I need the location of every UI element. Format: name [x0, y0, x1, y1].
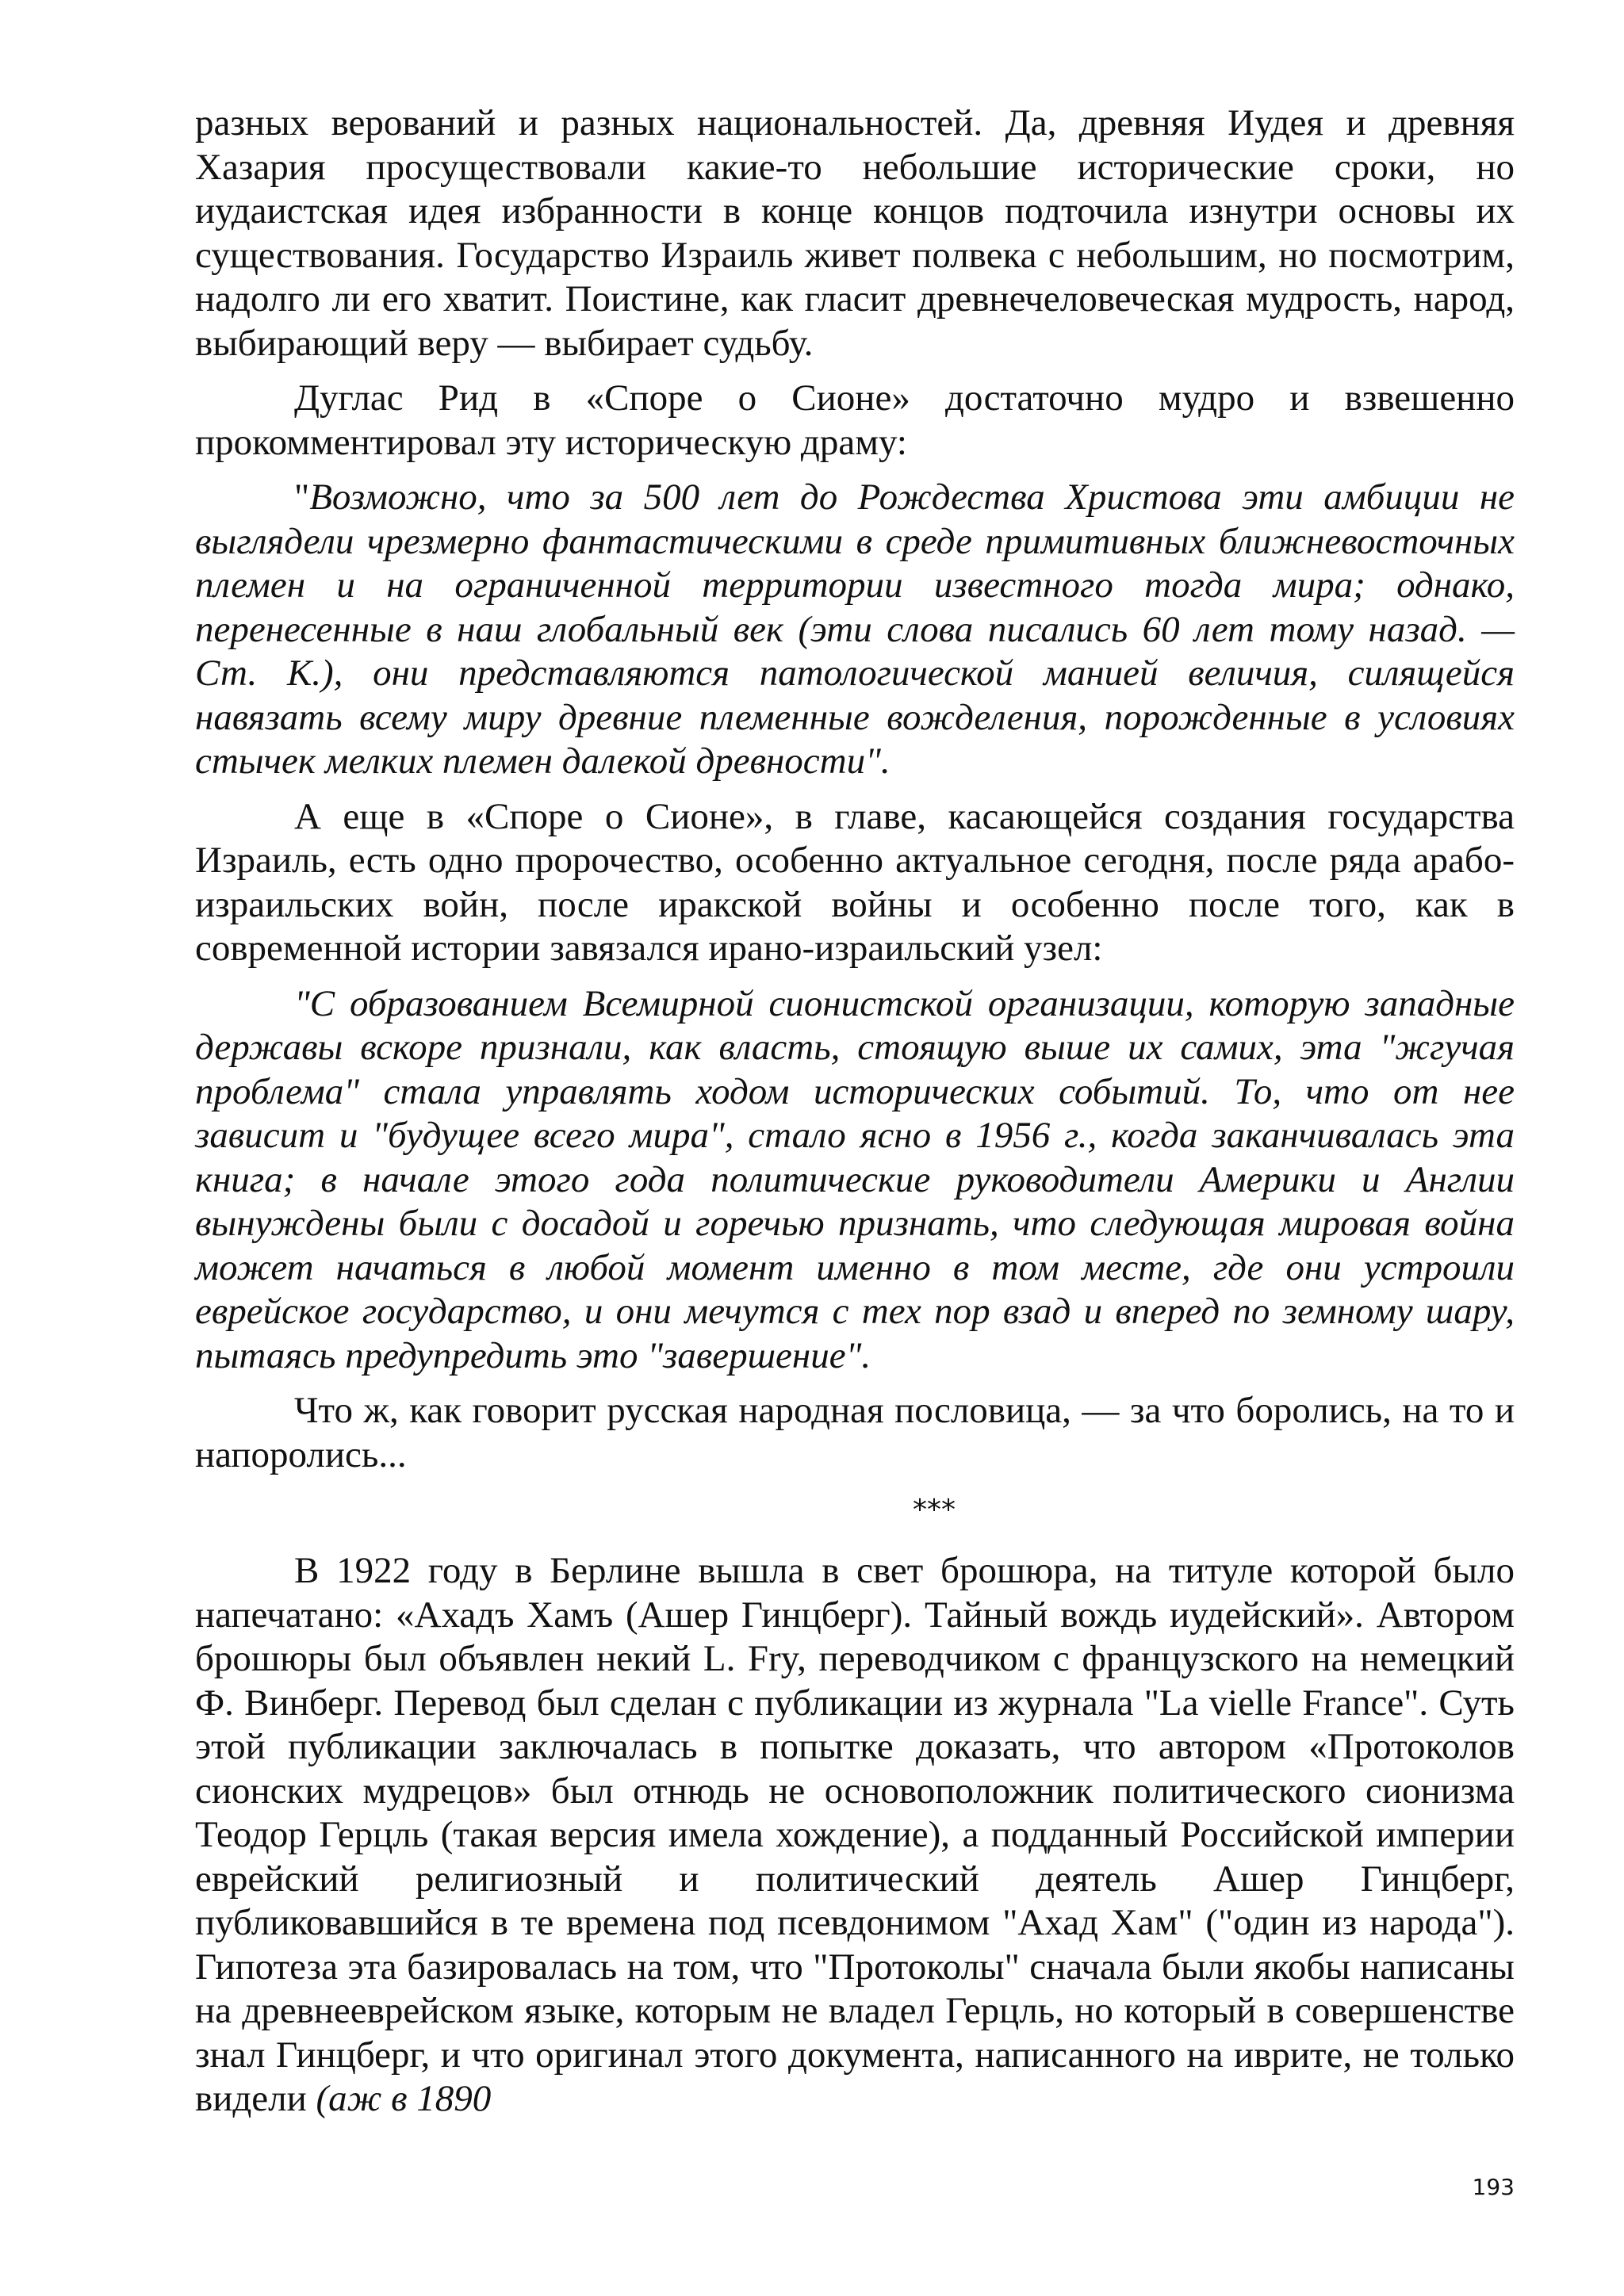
- paragraph-1: разных верований и разных национальностей. Да, древняя Иудея и древняя Хазария просуществовали какие-то небольшие исторические сроки, но иудаистская идея избранности в конце концов подточила изнутри основы их существования. Государство Израиль живет полвека с небольшим, но посмотрим, надолго ли его хватит. Поистине, как гласит древнечеловеческая мудрость, народ, выбирающий веру — выбирает судьбу.: [195, 102, 1515, 364]
- paragraph-6: Что ж, как говорит русская народная пословица, — за что боролись, на то и напоролись...: [195, 1390, 1515, 1475]
- quote-reed-1: [195, 476, 1515, 784]
- quote-reed-2: "С образованием Всемирной сионистской организации, которую западные державы вскоре признали, как власть, стоящую выше их самих, эта "жгучая проблема" стала управлять ходом исторических событий. То, что от нее зависит и "будущее всего мира", стало ясно в 1956 г., когда заканчивалась эта книга; в начале этого года политические руководители Америки и Англии вынуждены были с досадой и горечью признать, что следующая мировая война может начаться в любой момент именно в том месте, где они устроили еврейское государство, и они мечутся с тех пор взад и вперед по земному шару, пытаясь предупредить это "завершение".: [195, 982, 1515, 1376]
- paragraph-2: Дуглас Рид в «Споре о Сионе» достаточно мудро и взвешенно прокомментировал эту историческую драму:: [195, 377, 1515, 463]
- quote-open-mark: ": [294, 476, 310, 518]
- document-page: [195, 101, 1515, 2133]
- section-separator: ***: [913, 1494, 956, 1526]
- paragraph-4: А еще в «Споре о Сионе», в главе, касающейся создания государства Израиль, есть одно пророчество, особенно актуальное сегодня, после ряда арабо-израильских войн, после иракской войны и особенно после того, как в современной истории завязался ирано-израильский узел:: [195, 795, 1515, 969]
- paragraph-7-text: В 1922 году в Берлине вышла в свет брошюра, на титуле которой было напечатано: «Ахадъ Хамъ (Ашер Гинцберг). Тайный вождь иудейский». Автором брошюры был объявлен некий L. Fry, переводчиком с французского на немецкий Ф. Винберг. Перевод был сделан с публикации из журнала "La vielle France". Суть этой публикации заключалась в попытке доказать, что автором «Протоколов сионских мудрецов» был отнюдь не основоположник политического сионизма Теодор Герцль (такая версия имела хождение), а подданный Российской империи еврейский религиозный и политический деятель Ашер Гинцберг, публиковавшийся в те времена под псевдонимом "Ахад Хам" ("один из народа"). Гипотеза эта базировалась на том, что "Протоколы" сначала были якобы написаны на древнееврейском языке, которым не владел Герцль, но который в совершенстве знал Гинцберг, и что оригинал этого документа, написанного на иврите, не только видели: [195, 1550, 1515, 2119]
- quote-reed-1-text: Возможно, что за 500 лет до Рождества Христова эти амбиции не выглядели чрезмерно фантастическими в среде примитивных ближневосточных племен и на ограниченной территории известного тогда мира; однако, перенесенные в наш глобальный век (эти слова писались 60 лет тому назад. — Ст. К.), они представляются патологической манией величия, силящейся навязать всему миру древние племенные вожделения, порожденные в условиях стычек мелких племен далекой древности".: [195, 476, 1515, 782]
- paragraph-7: [195, 1549, 1515, 2122]
- paragraph-7-italic-tail: (аж в 1890: [316, 2078, 492, 2119]
- page-number: 193: [1472, 2174, 1515, 2200]
